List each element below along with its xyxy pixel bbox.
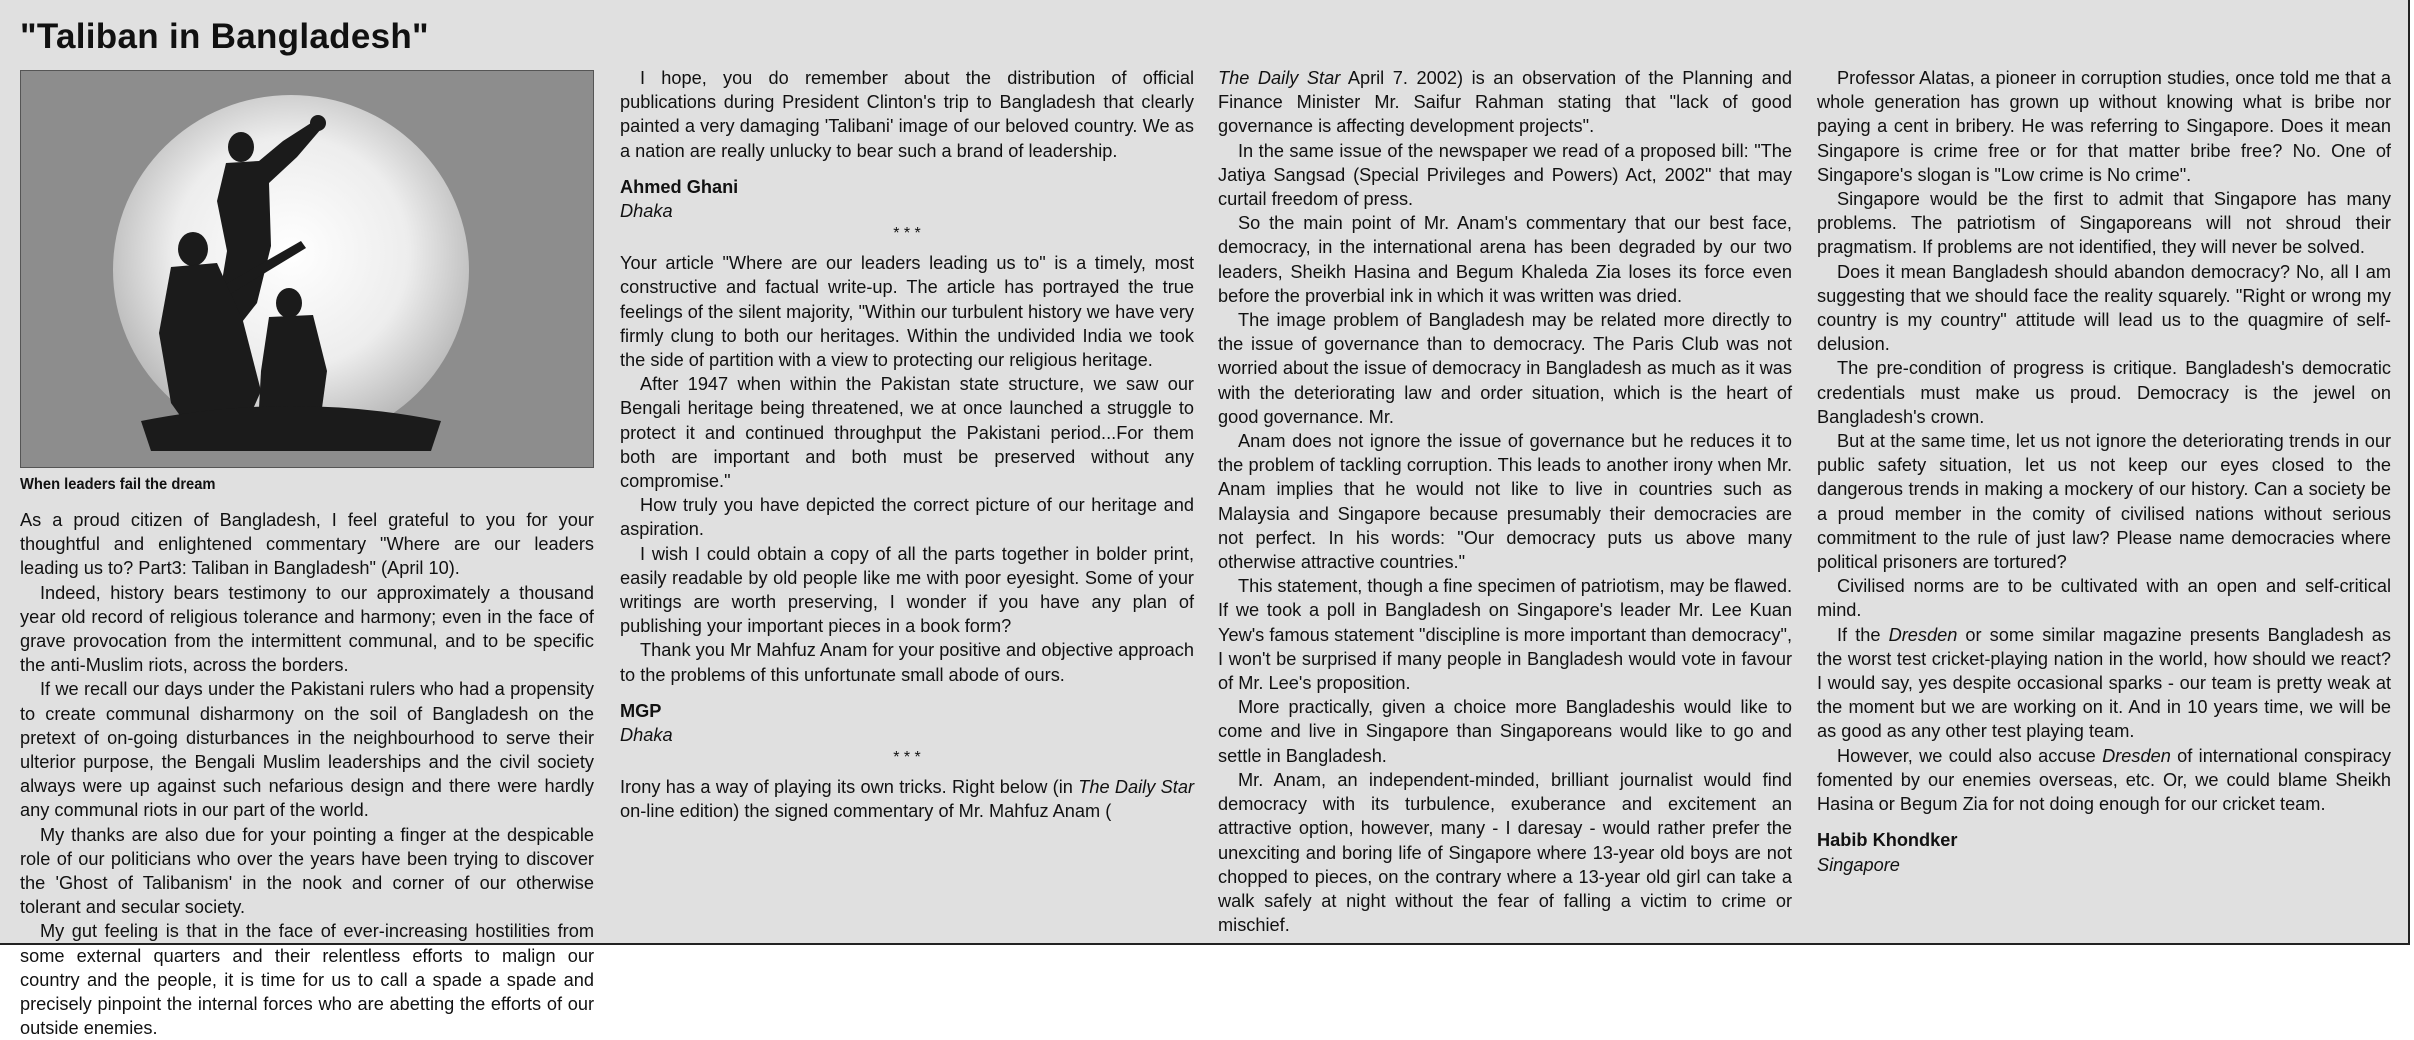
paragraph: But at the same time, let us not ignore the deteriorating trends in our public safety situation, let us not keep our eyes closed to the dangerous trends in making a mockery of our history. Can a society be a proud member in the comity of civilised nations without serious commitment to the rule of just law? Please name democracies where political prisoners are tortured?	[1817, 431, 2391, 573]
news-photo	[20, 70, 594, 468]
paragraph: Thank you Mr Mahfuz Anam for your positive and objective approach to the problems of this unfortunate small abode of ours.	[620, 640, 1194, 685]
headline: "Taliban in Bangladesh"	[20, 17, 429, 56]
author-location: Singapore	[1817, 854, 1900, 875]
paragraph	[1218, 66, 1792, 139]
paragraph: If we recall our days under the Pakistani rulers who had a propensity to create communal disharmony on the soil of Bangladesh on the pretext of on-going disturbances in the neighbourhood to serve their ulterior purpose, the Bengali Muslim leaderships and the civil society always were up against such nefarious design and there were hardly any communal riots in our part of the world.	[20, 679, 594, 821]
column-3	[1218, 66, 1792, 937]
author-name: Habib Khondker	[1817, 830, 1958, 851]
text-run: If the	[1837, 624, 1889, 645]
author-name: MGP	[620, 700, 662, 721]
paragraph: Singapore would be the first to admit that Singapore has many problems. The patriotism of Singaporeans will not shroud their pragmatism. If problems are not identified, they will never be solved.	[1817, 189, 2391, 258]
magazine-name: Dresden	[1888, 624, 1958, 645]
paragraph: Indeed, history bears testimony to our approximately a thousand year old record of religious tolerance and harmony; even in the face of grave provocation from the intermittent communal, and to be specific the anti-Muslim riots, across the borders.	[20, 582, 594, 676]
paragraph: The image problem of Bangladesh may be related more directly to the issue of governance than to democracy. The Paris Club was not worried about the issue of democracy in Bangladesh as much as it was with the deteriorating law and order situation, which is the heart of good governance. Mr.	[1218, 310, 1792, 427]
paragraph: Your article "Where are our leaders leading us to" is a timely, most constructive and factual write-up. The article has portrayed the true feelings of the silent majority, "Within our turbulent history we have very firmly clung to both our heritages. Within the undivided India we took the side of partition with a view to protecting our religious heritage.	[620, 253, 1194, 371]
text-run: or some similar magazine presents Bangladesh as the worst test cricket-playing nation in the world, how should we react? I would say, yes despite occasional sparks - our team is pretty weak at the moment but we are working on it. And in 10 years time, we will be as good as any other test playing team.	[1817, 624, 2391, 742]
paragraph	[620, 775, 1194, 823]
paragraph: My gut feeling is that in the face of ever-increasing hostilities from some external quarters and their relentless efforts to malign our country and the people, it is time for us to call a spade a spade and precisely pinpoint the internal forces who are abetting the efforts of our outside enemies.	[20, 921, 594, 1039]
author-name: Ahmed Ghani	[620, 176, 739, 197]
paragraph: I wish I could obtain a copy of all the parts together in bolder print, easily readable by old people like me with poor eyesight. Some of your writings are worth preserving, I wonder if you have any plan of publishing your important pieces in a book form?	[620, 543, 1194, 637]
soldiers-silhouette-photo	[21, 71, 594, 468]
text-run: on-line edition) the signed commentary of Mr. Mahfuz Anam (	[620, 801, 1112, 822]
paragraph: This statement, though a fine specimen of patriotism, may be flawed. If we took a poll in Bangladesh on Singapore's leader Mr. Lee Kuan Yew's famous statement "discipline is more important than democracy", I won't be surprised if many people in Bangladesh would vote in favour of Mr. Lee's proposition.	[1218, 576, 1792, 694]
paragraph: Mr. Anam, an independent-minded, brilliant journalist would find democracy with its turbulence, exuberance and excitement an attractive option, however, many - I daresay - would rather prefer the unexciting and boring life of Singapore where 13-year old boys are not chopped to pieces, on the contrary where a 13-year old girl can take a walk safely at night without the fear of falling a victim to crime or mischief.	[1218, 769, 1792, 936]
magazine-name: Dresden	[2102, 745, 2171, 766]
paragraph: My thanks are also due for your pointing a finger at the despicable role of our politicians who over the years have been trying to discover the 'Ghost of Talibanism' in the nook and corner of our otherwise tolerant and secular society.	[20, 824, 594, 918]
separator: * * *	[893, 225, 921, 243]
paragraph: In the same issue of the newspaper we read of a proposed bill: "The Jatiya Sangsad (Special Privileges and Powers) Act, 2002" that may curtail freedom of press.	[1218, 140, 1792, 210]
paragraph: After 1947 when within the Pakistan state structure, we saw our Bengali heritage being threatened, we at once launched a struggle to protect it and continued throughput the Pakistani period...For them both are important and both must be preserved without any compromise."	[620, 374, 1194, 492]
paragraph	[1817, 623, 2391, 744]
paragraph: Anam does not ignore the issue of governance but he reduces it to the problem of tackling corruption. This leads to another irony when Mr. Anam implies that he would not like to live in countries such as Malaysia and Singapore because presumably their democracies are not perfect. In his words: "Our democracy puts us above many otherwise attractive countries."	[1218, 431, 1792, 573]
paragraph: How truly you have depicted the correct picture of our heritage and aspiration.	[620, 495, 1194, 540]
publication-name: The Daily Star	[1218, 68, 1341, 88]
paragraph: Civilised norms are to be cultivated with an open and self-critical mind.	[1817, 576, 2391, 621]
paragraph: I hope, you do remember about the distribution of official publications during President Clinton's trip to Bangladesh that clearly painted a very damaging 'Talibani' image of our beloved country. We as a nation are really unlucky to bear such a brand of leadership.	[620, 68, 1194, 161]
paragraph: So the main point of Mr. Anam's commentary that our best face, democracy, in the international arena has been degraded by our two leaders, Sheikh Hasina and Begum Khaleda Zia loses its force even before the proverbial ink in which it was written was dried.	[1218, 213, 1792, 306]
publication-name: The Daily Star	[1078, 777, 1194, 798]
column-2	[620, 66, 1194, 824]
paragraph: Does it mean Bangladesh should abandon democracy? No, all I am suggesting that we should face the reality squarely. "Right or wrong my country is my country" attitude will lead us to the quagmire of self-delusion.	[1817, 261, 2391, 355]
paragraph: The pre-condition of progress is critique. Bangladesh's democratic credentials must make us proud. Democracy is the jewel on Bangladesh's crown.	[1817, 358, 2391, 427]
text-run: April 7. 2002) is an observation of the Planning and Finance Minister Mr. Saifur Rahman stating that "lack of good governance is affecting development projects".	[1218, 68, 1792, 137]
separator: * * *	[893, 749, 921, 767]
text-run: of international conspiracy fomented by our enemies overseas, etc. Or, we could blame Sheikh Hasina or Begum Zia for not doing enough for our cricket team.	[1817, 745, 2391, 815]
text-run: However, we could also accuse	[1837, 745, 2103, 766]
paragraph	[1817, 744, 2391, 817]
paragraph: More practically, given a choice more Bangladeshis would like to come and live in Singapore than Singaporeans would like to go and settle in Bangladesh.	[1218, 697, 1792, 766]
paragraph: As a proud citizen of Bangladesh, I feel grateful to you for your thoughtful and enlightened commentary "Where are our leaders leading us to? Part3: Taliban in Bangladesh" (April 10).	[20, 510, 594, 579]
paragraph: Professor Alatas, a pioneer in corruption studies, once told me that a whole generation has grown up without knowing what is bribe nor paying a cent in bribery. He was referring to Singapore. Does it mean Singapore is crime free or for that matter bribe free? No. One of Singapore's slogan is "Low crime is No crime".	[1817, 68, 2391, 185]
author-location: Dhaka	[620, 201, 673, 222]
column-1	[20, 508, 594, 1040]
text-run: Irony has a way of playing its own tricks. Right below (in	[620, 777, 1079, 798]
photo-caption: When leaders fail the dream	[20, 476, 216, 493]
column-4	[1817, 66, 2391, 877]
author-location: Dhaka	[620, 725, 673, 746]
